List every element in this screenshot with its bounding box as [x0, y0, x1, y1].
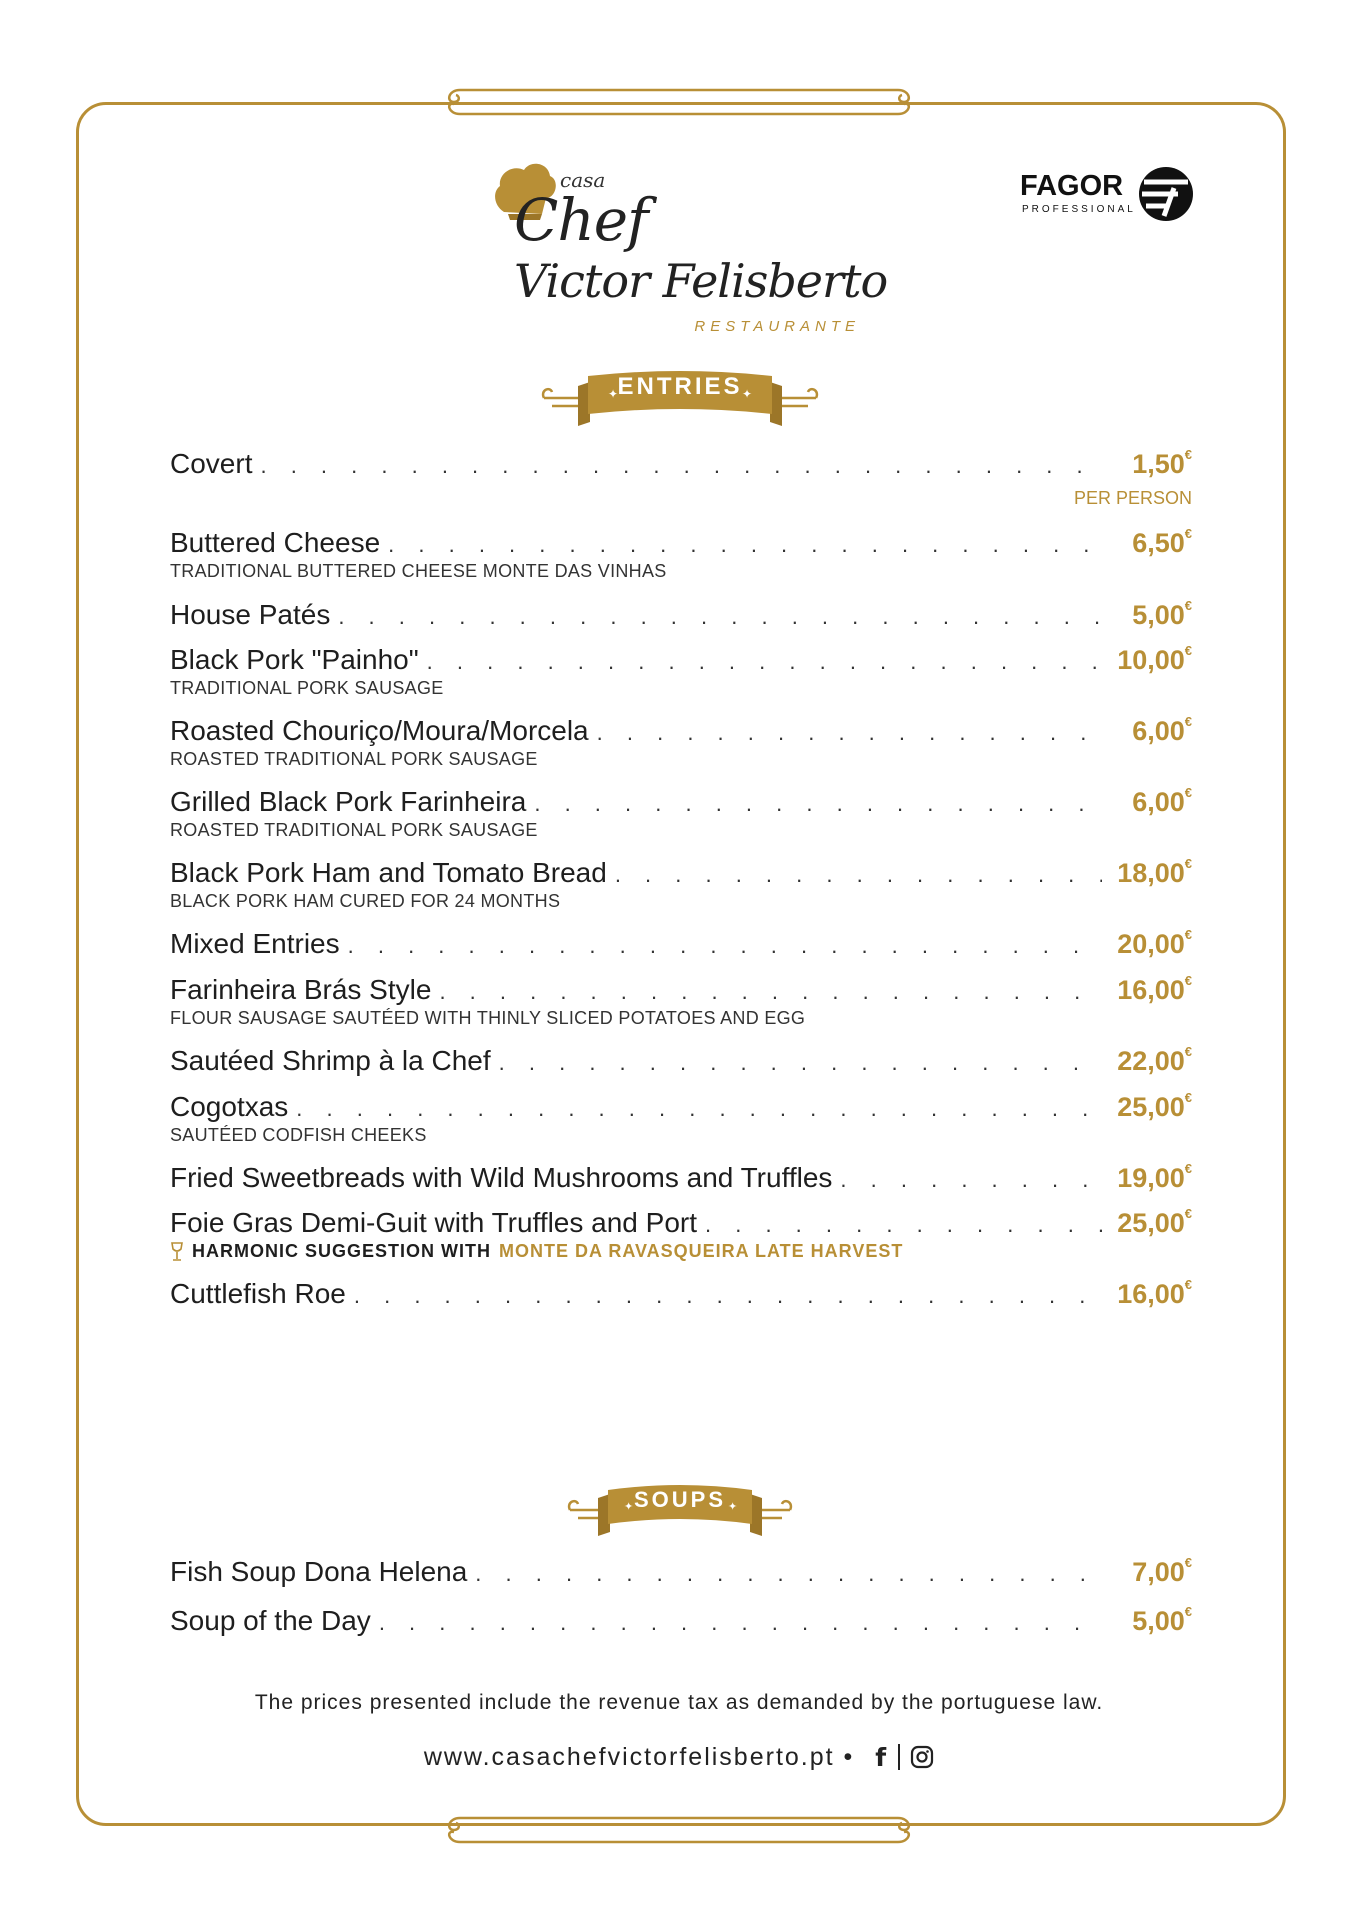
fagor-logo: [1020, 166, 1200, 226]
menu-item: [170, 1162, 1192, 1198]
item-description: BLACK PORK HAM CURED FOR 24 MONTHS: [170, 891, 561, 911]
item-price: 6,00€: [1132, 785, 1192, 817]
item-description: ROASTED TRADITIONAL PORK SAUSAGE: [170, 820, 538, 840]
item-description: SAUTÉED CODFISH CHEEKS: [170, 1125, 427, 1145]
item-price: 25,00€: [1117, 1206, 1192, 1238]
logo-restaurante: RESTAURANTE: [694, 318, 860, 335]
item-name: Black Pork Ham and Tomato Bread: [170, 857, 607, 888]
item-price: 5,00€: [1132, 1604, 1192, 1636]
menu-item: [170, 1556, 1192, 1592]
entries-title: ENTRIES: [617, 373, 743, 400]
item-name: Fish Soup Dona Helena: [170, 1556, 468, 1587]
menu-item: [170, 644, 1192, 699]
menu-item: [170, 974, 1192, 1029]
item-price: 6,00€: [1132, 714, 1192, 746]
menu-item: [170, 448, 1192, 509]
item-price: 7,00€: [1132, 1555, 1192, 1587]
dot-leader: [439, 981, 1102, 1003]
item-description: ROASTED TRADITIONAL PORK SAUSAGE: [170, 749, 538, 769]
suggestion-wine: MONTE DA RAVASQUEIRA LATE HARVEST: [499, 1241, 904, 1261]
menu-item: [170, 1045, 1192, 1081]
restaurant-logo: [490, 150, 888, 340]
website-link[interactable]: www.casachefvictorfelisberto.pt: [423, 1742, 835, 1771]
item-name: Sautéed Shrimp à la Chef: [170, 1045, 491, 1076]
dot-leader: [427, 651, 1102, 673]
item-price: 25,00€: [1117, 1090, 1192, 1122]
logo-casa: casa: [560, 168, 606, 192]
item-name: Grilled Black Pork Farinheira: [170, 786, 527, 817]
menu-item: [170, 599, 1192, 635]
item-name: Cogotxas: [170, 1091, 289, 1122]
dot-leader: [597, 722, 1102, 744]
menu-item: [170, 527, 1192, 582]
svg-text:✦: ✦: [728, 1501, 738, 1513]
soups-title: SOUPS: [633, 1487, 727, 1512]
dot-leader: [260, 455, 1102, 477]
dot-leader: [499, 1052, 1102, 1074]
fagor-mark-icon: [1138, 166, 1194, 222]
menu-item: [170, 1207, 1192, 1262]
item-price: 22,00€: [1117, 1044, 1192, 1076]
item-name: Buttered Cheese: [170, 527, 381, 558]
dot-leader: [475, 1563, 1102, 1585]
item-name: Soup of the Day: [170, 1605, 371, 1636]
tax-note: The prices presented include the revenue tax as demanded by the portuguese law.: [254, 1691, 1104, 1714]
item-price: 6,50€: [1132, 526, 1192, 558]
menu-item: [170, 786, 1192, 841]
logo-chef: Chef: [514, 186, 648, 254]
item-price: 16,00€: [1117, 1277, 1192, 1309]
facebook-icon[interactable]: f: [875, 1742, 889, 1772]
dot-leader: [840, 1169, 1102, 1191]
item-description: FLOUR SAUSAGE SAUTÉED WITH THINLY SLICED POTATOES AND EGG: [170, 1008, 806, 1028]
menu-item: [170, 1091, 1192, 1146]
item-description: TRADITIONAL PORK SAUSAGE: [170, 678, 444, 698]
dot-leader: [348, 935, 1102, 957]
item-price: 20,00€: [1117, 927, 1192, 959]
scroll-ornament-top-icon: [440, 76, 918, 130]
dot-leader: [354, 1285, 1102, 1307]
menu-item: [170, 1278, 1192, 1314]
item-name: Cuttlefish Roe: [170, 1278, 346, 1309]
social-divider: [898, 1744, 900, 1770]
item-name: Roasted Chouriço/Moura/Morcela: [170, 715, 589, 746]
item-note: PER PERSON: [1073, 488, 1192, 508]
dot-leader: [296, 1098, 1102, 1120]
item-price: 16,00€: [1117, 973, 1192, 1005]
logo-name: Victor Felisberto: [514, 254, 888, 308]
item-price: 18,00€: [1117, 856, 1192, 888]
item-price: 19,00€: [1117, 1161, 1192, 1193]
wine-glass-icon: [170, 1242, 184, 1262]
menu-item: [170, 1605, 1192, 1641]
harmonic-suggestion: [170, 1241, 1192, 1262]
item-name: Mixed Entries: [170, 928, 340, 959]
dot-leader: [388, 534, 1102, 556]
svg-text:✦: ✦: [742, 387, 753, 401]
menu-item: [170, 928, 1192, 964]
item-name: Farinheira Brás Style: [170, 974, 432, 1005]
item-name: House Patés: [170, 599, 331, 630]
dot-leader: [338, 606, 1102, 628]
item-price: 1,50€: [1132, 447, 1192, 479]
dot-leader: [615, 864, 1102, 886]
item-name: Foie Gras Demi-Guit with Truffles and Port: [170, 1207, 697, 1238]
menu-item: [170, 857, 1192, 912]
dot-leader: [379, 1612, 1102, 1634]
menu-item: [170, 715, 1192, 770]
scroll-ornament-bottom-icon: [440, 1804, 918, 1858]
dot-leader: [534, 793, 1102, 815]
social-links: [875, 1743, 934, 1772]
instagram-icon[interactable]: [910, 1745, 934, 1769]
svg-text:✦: ✦: [608, 387, 619, 401]
item-price: 10,00€: [1117, 643, 1192, 675]
soups-banner: [566, 1476, 794, 1542]
item-price: 5,00€: [1132, 598, 1192, 630]
item-description: TRADITIONAL BUTTERED CHEESE MONTE DAS VINHAS: [170, 561, 667, 581]
bullet-separator: •: [843, 1742, 855, 1771]
svg-text:✦: ✦: [624, 1501, 634, 1513]
item-name: Fried Sweetbreads with Wild Mushrooms and Truffles: [170, 1162, 833, 1193]
fagor-word: FAGOR: [1020, 170, 1124, 202]
footer-links: [0, 1742, 1358, 1772]
dot-leader: [705, 1214, 1102, 1236]
item-name: Covert: [170, 448, 253, 479]
item-name: Black Pork "Painho": [170, 644, 419, 675]
fagor-sub: PROFESSIONAL: [1022, 204, 1136, 215]
suggestion-text: HARMONIC SUGGESTION WITH: [192, 1241, 491, 1261]
entries-banner: [540, 360, 820, 434]
